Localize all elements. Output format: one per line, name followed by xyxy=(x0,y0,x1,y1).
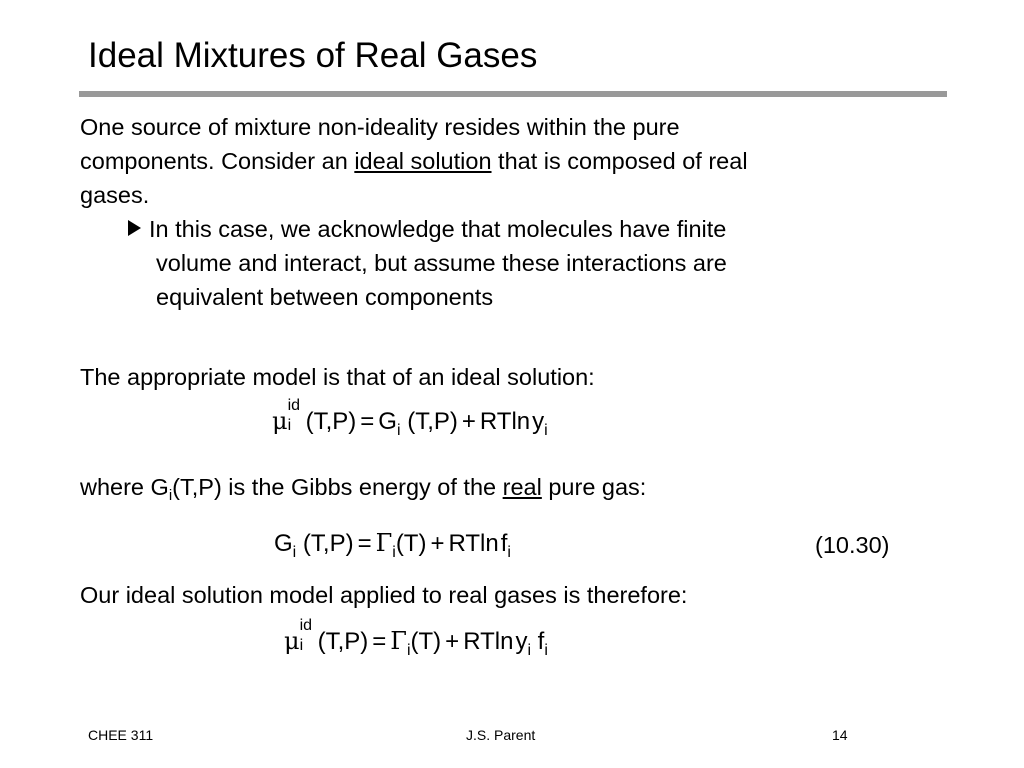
eq2-rtln: RTln xyxy=(448,530,499,557)
equation-number: (10.30) xyxy=(815,532,890,558)
mu-symbol: μ xyxy=(272,407,288,435)
eq1-y: y xyxy=(532,408,545,435)
eq1-G: G xyxy=(378,408,397,435)
eq3-mu-superscript: id xyxy=(299,617,313,634)
eq3-y: y xyxy=(515,628,528,655)
intro-line-3: gases. xyxy=(80,182,150,208)
where-mid: (T,P) is the Gibbs energy of the xyxy=(172,474,503,500)
eq1-G-args: (T,P) xyxy=(407,408,458,435)
intro-line-2 xyxy=(80,144,748,178)
eq1-args: (T,P) xyxy=(305,408,357,435)
where-post: pure gas: xyxy=(541,474,647,500)
eq2-gamma-subscript: i xyxy=(392,544,396,561)
model-sentence: The appropriate model is that of an ideal solution: xyxy=(80,364,595,390)
eq3-args: (T,P) xyxy=(317,628,369,655)
eq3-mu-subscript: i xyxy=(299,637,304,654)
eq3-equals: = xyxy=(372,628,387,655)
equation-gibbs-pure xyxy=(274,526,511,570)
eq3-T: (T) xyxy=(410,628,442,655)
mu-indices xyxy=(287,397,306,435)
real-term: real xyxy=(502,474,542,500)
eq2-plus: + xyxy=(430,530,445,557)
eq2-G-subscript: i xyxy=(292,544,297,561)
where-pre: where G xyxy=(80,474,169,500)
mu-subscript: i xyxy=(287,417,292,434)
title-divider xyxy=(79,91,947,97)
bullet-line-2: volume and interact, but assume these interactions are xyxy=(156,250,727,276)
eq3-mu-indices xyxy=(299,617,318,655)
eq2-T: (T) xyxy=(395,530,427,557)
bullet-line-1 xyxy=(128,212,726,246)
eq2-f: f xyxy=(500,530,508,557)
eq2-G: G xyxy=(274,530,293,557)
eq1-y-subscript: i xyxy=(544,422,548,439)
equation-real-gas-model xyxy=(284,617,548,668)
eq3-gamma: Γ xyxy=(390,627,407,655)
slide-title: Ideal Mixtures of Real Gases xyxy=(88,36,538,75)
eq1-G-subscript: i xyxy=(396,422,401,439)
footer-page-number: 14 xyxy=(832,727,848,743)
therefore-sentence: Our ideal solution model applied to real gases is therefore: xyxy=(80,582,688,608)
bullet-line-3: equivalent between components xyxy=(156,284,494,310)
eq3-gamma-subscript: i xyxy=(406,642,411,659)
mu-superscript: id xyxy=(287,397,301,414)
eq2-gamma: Γ xyxy=(375,529,393,557)
eq3-mu: μ xyxy=(284,627,300,655)
ideal-solution-term: ideal solution xyxy=(354,148,492,174)
intro-line-1: One source of mixture non-ideality resides within the pure xyxy=(80,114,680,140)
equation-ideal-solution xyxy=(272,397,548,448)
eq3-plus: + xyxy=(445,628,460,655)
eq2-f-subscript: i xyxy=(507,544,511,561)
footer-author: J.S. Parent xyxy=(466,727,536,743)
eq3-rtln: RTln xyxy=(463,628,514,655)
intro-line-2-post: that is composed of real xyxy=(491,148,748,174)
bullet-line-1-text: In this case, we acknowledge that molecules have finite xyxy=(149,216,727,242)
eq1-plus: + xyxy=(461,408,476,435)
footer-course: CHEE 311 xyxy=(88,727,154,743)
arrow-bullet-icon xyxy=(128,220,141,236)
eq1-rtln: RTln xyxy=(479,408,531,435)
eq2-args: (T,P) xyxy=(302,530,354,557)
where-sentence xyxy=(80,470,646,513)
eq1-equals: = xyxy=(360,408,375,435)
eq3-f: f xyxy=(537,628,545,655)
eq3-y-subscript: i xyxy=(527,642,531,659)
eq2-equals: = xyxy=(357,530,372,557)
intro-line-2-pre: components. Consider an xyxy=(80,148,355,174)
eq3-f-subscript: i xyxy=(544,642,548,659)
where-subscript: i xyxy=(168,487,173,504)
